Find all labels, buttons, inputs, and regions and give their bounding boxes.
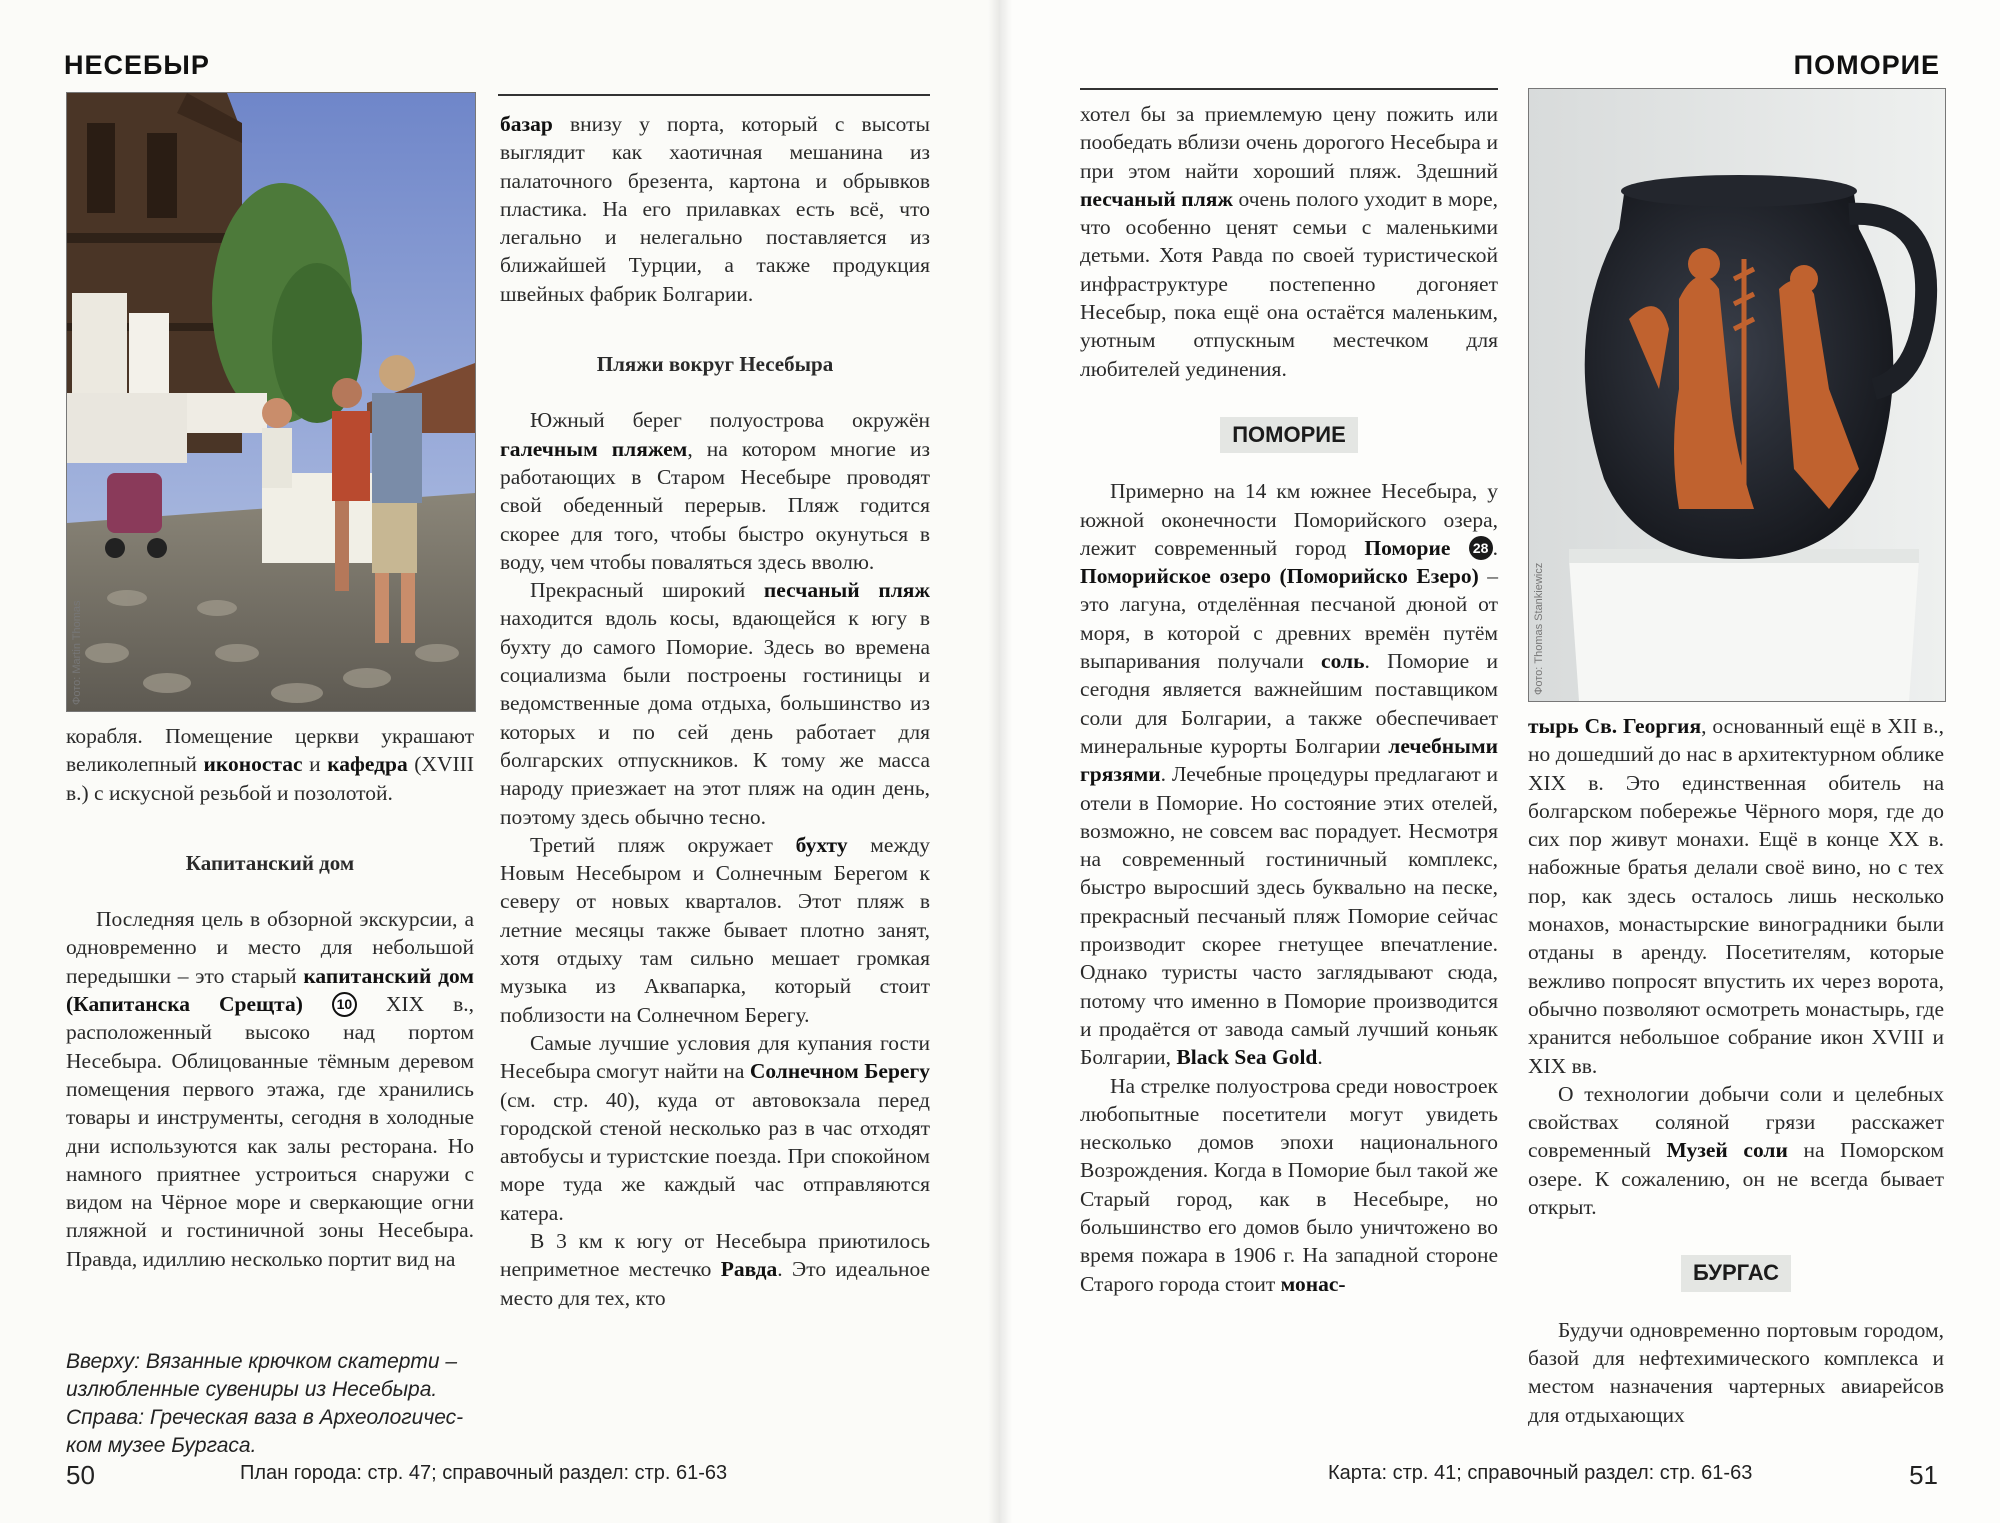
photo-nesebar-market — [66, 92, 476, 712]
right-column-1 — [1080, 100, 1498, 1298]
column-rule-left — [498, 94, 930, 96]
bazaar-paragraph: базар внизу у порта, который с высоты выглядит как хаотичная мешанина из палаточного брезента, картона и обрывков пластика. На его прилавках есть всё, что легально и нелегально поставляется из ближайшей Турции, а также продукция швейных фабрик Болгарии. — [500, 112, 930, 306]
sunny-beach-paragraph: Самые лучшие условия для купания гости Несебыра смогут найти на Солнечном Берегу (см. стр. 40), куда от автовокзала перед городской стеной несколько раз в час отходят автобусы и туристские поезда. При спокойном море туда же каждый час отправляются катера. — [500, 1030, 930, 1225]
footer-right: Карта: стр. 41; справочный раздел: стр. 61-63 — [1328, 1462, 1753, 1484]
page-number-right: 51 — [1909, 1460, 1938, 1490]
burgas-paragraph: Будучи одновременно портовым городом, базой для нефтехимического комплекса и местом назначения чартерных авиарейсов для отдыхающих — [1528, 1317, 1944, 1427]
column-rule-right — [1080, 88, 1498, 90]
right-column-2 — [1528, 712, 1944, 1429]
captains-house-paragraph: Последняя цель в обзорной экскурсии, а одновременно и место для небольшой передышки – это старый капитанский дом (Капитанска Срещта) 10 XIX в., расположенный высоко над портом Несебыра. Облицованные тёмным деревом помещения первого этажа, где хранились товары и инструменты, сегодня в холодные дни используются как залы ресторана. Но намного приятнее устроиться снаружи с видом на Чёрное море и сверкающие огни пляжной и гостиничной зоны Несебыра. Правда, идиллию несколько портит вид на — [66, 907, 474, 1271]
photo-credit-left: Фото: Martin Thomas — [71, 600, 83, 705]
greek-vase-illustration — [1529, 89, 1945, 701]
peninsula-paragraph: На стрелке полуострова среди новостроек любопытные посетители могут увидеть несколько домов эпохи национального Возрождения. Когда в Поморие был такой же Старый город, как в Несебыре, но большинство его домов было уничтожено во время пожара в 1906 г. На западной стороне Старого города стоит монас- — [1080, 1073, 1498, 1296]
pebble-beach-paragraph: Южный берег полуострова окружён галечным пляжем, на котором многие из работающих в Старом Несебыре проводят свой обеденный перерыв. Пляж годится скорее для того, чтобы быстро окунуться в воду, чем чтобы поваляться здесь вволю. — [500, 408, 930, 574]
page-number-left: 50 — [66, 1460, 95, 1490]
running-head-right: ПОМОРИЕ — [1793, 50, 1940, 80]
ravda-paragraph: В 3 км к югу от Несебыра приютилось неприметное местечко Равда. Это идеальное место для тех, кто — [500, 1228, 930, 1310]
subhead-captains-house: Капитанский дом — [185, 850, 355, 875]
photo-greek-vase — [1528, 88, 1946, 702]
map-marker-10: 10 — [332, 992, 357, 1017]
section-label-burgas: БУРГАС — [1681, 1255, 1791, 1291]
book-spine-shadow — [988, 0, 1012, 1523]
left-column-1 — [66, 722, 474, 1273]
photo-caption: Вверху: Вязанные крючком скатерти – излюбленные сувениры из Несебыра. Справа: Греческая ваза в Археологичес- ком музее Бургаса. — [66, 1350, 464, 1457]
left-column-2 — [500, 110, 930, 1312]
right-page — [1000, 0, 2000, 1523]
pomorie-paragraph: Примерно на 14 км южнее Несебыра, у южной оконечности Поморийского озера, лежит современный город Поморие 28 . Поморийское озеро (Поморийско Езеро) – это лагуна, отделённая песчаной дюной от моря, в которой с древних времён путём выпаривания получали соль. Поморие и сегодня является важнейшим поставщиком соли для Болгарии, а также обеспечивает минеральные курорты Болгарии лечебными грязями. Лечебные процедуры предлагают и отели в Поморие. Но состояние этих отелей, возможно, не совсем вас порадует. Несмотря на современный гостиничный комплекс, быстро выросший здесь буквально на песке, прекрасный песчаный пляж Поморие сейчас производит скорее гнетущее впечатление. Однако туристы часто заглядывают сюда, потому что именно в Поморие производится и продаётся от завода самый лучший коньяк Болгарии, Black Sea Gold. — [1080, 479, 1499, 1070]
nesebar-market-illustration — [67, 93, 475, 711]
footer-left: План города: стр. 47; справочный раздел: стр. 61-63 — [240, 1462, 728, 1484]
ravda-continued-paragraph: хотел бы за приемлемую цену пожить или пообедать вблизи очень дорогого Несебыра и при этом найти хороший пляж. Здешний песчаный пляж очень полого уходит в море, что особенно ценят семьи с маленькими детьми. Хотя Равда по своей туристической инфраструктуре постепенно догоняет Несебыр, пока ещё она остаётся маленьким, уютным отпускным местечком для любителей уединения. — [1080, 102, 1498, 381]
photo-credit-right: Фото: Thomas Stankiewicz — [1533, 562, 1545, 695]
church-paragraph: корабля. Помещение церкви украшают великолепный иконостас и кафедра (XVIII в.) с искусной резьбой и позолотой. — [66, 724, 474, 805]
subhead-beaches: Пляжи вокруг Несебыра — [596, 352, 834, 377]
running-head-left: НЕСЕБЫР — [64, 50, 210, 80]
salt-museum-paragraph: О технологии добычи соли и целебных свойствах соляной грязи расскажет современный Музей соли на Поморском озере. К сожалению, он не всегда бывает открыт. — [1528, 1081, 1944, 1220]
section-label-pomorie: ПОМОРИЕ — [1220, 417, 1358, 453]
map-marker-28: 28 — [1469, 536, 1493, 560]
bay-beach-paragraph: Третий пляж окружает бухту между Новым Несебыром и Солнечным Берегом к северу от новых кварталов. Этот пляж в летние месяцы также бывает плотно занят, хотя отдыху там сильно мешает громкая музыка из Аквапарка, который стоит поблизости на Солнечном Берегу. — [500, 832, 930, 1027]
sand-beach-paragraph: Прекрасный широкий песчаный пляж находится вдоль косы, вдающейся к югу в бухту до самого Поморие. Здесь во времена социализма были построены гостиницы и ведомственные дома отдыха, большинство из которых и по сей день работает для болгарских отпускников. К тому же масса народу приезжает на этот пляж на один день, поэтому здесь обычно тесно. — [500, 578, 931, 829]
monastery-paragraph: тырь Св. Георгия, основанный ещё в XII в., но дошедший до нас в архитектурном облике XIX в. Это единственная обитель на болгарском побережье Чёрного моря, где до сих пор живут монахи. Ещё в конце XX в. набожные братья делали своё вино, но с тех пор, как здесь осталось лишь несколько монахов, монастырские виноградники были отданы в аренду. Посетителям, которые вежливо попросят впустить их через ворота, обычно позволяют осмотреть монастырь, где хранится небольшое собрание икон XVIII и XIX вв. — [1528, 714, 1944, 1078]
